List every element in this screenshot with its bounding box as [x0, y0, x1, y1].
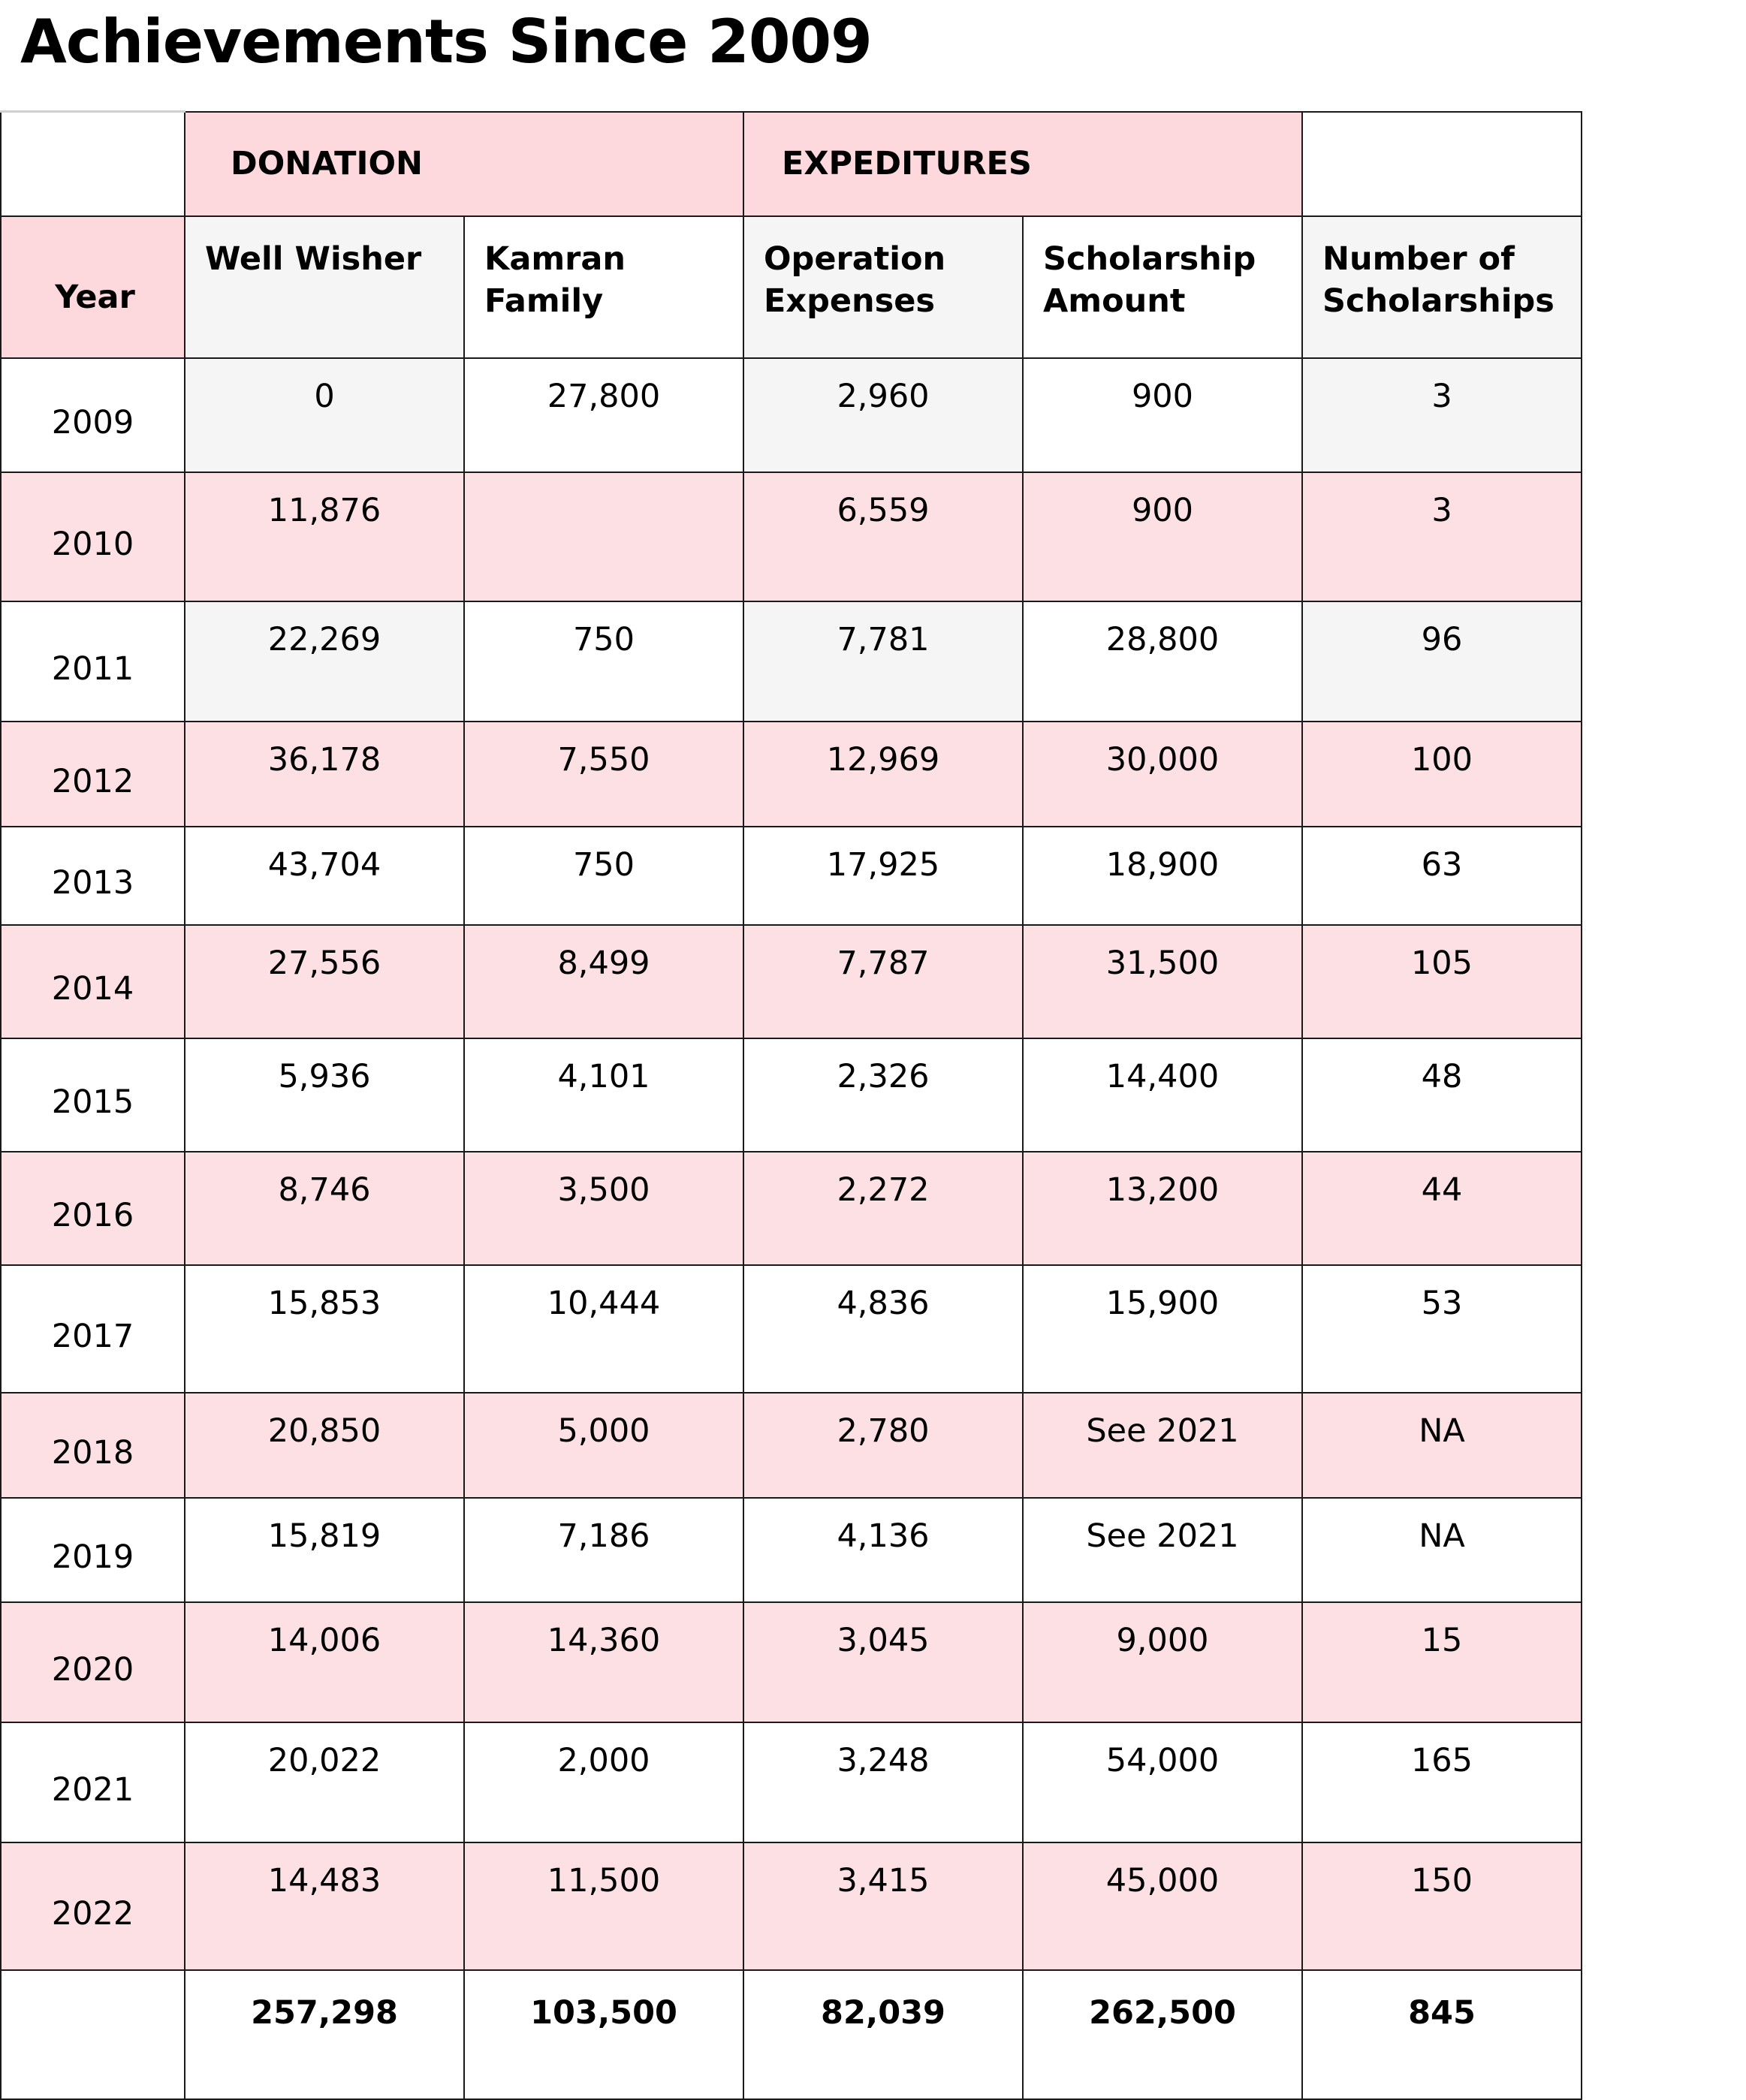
- operation-expenses-cell: 2,326: [743, 1038, 1023, 1152]
- year-cell: 2014: [1, 925, 185, 1038]
- scholarship-amount-cell: See 2021: [1023, 1393, 1302, 1498]
- kamran-family-cell: 11,500: [464, 1842, 743, 1970]
- column-header-row: [1, 216, 1582, 358]
- operation-expenses-cell: 2,960: [743, 358, 1023, 472]
- scholarship-amount-cell: 13,200: [1023, 1152, 1302, 1265]
- operation-expenses-cell: 7,787: [743, 925, 1023, 1038]
- operation-expenses-cell: 6,559: [743, 472, 1023, 601]
- kamran-family-cell: 27,800: [464, 358, 743, 472]
- well-wisher-cell: 43,704: [185, 827, 464, 925]
- well-wisher-cell: 8,746: [185, 1152, 464, 1265]
- total-kamran-family-cell: 103,500: [464, 1970, 743, 2099]
- kamran-family-cell: 2,000: [464, 1722, 743, 1842]
- table-row: [1, 1038, 1582, 1152]
- scholarship-amount-cell: 31,500: [1023, 925, 1302, 1038]
- kamran-family-cell: 14,360: [464, 1602, 743, 1722]
- scholarship-amount-cell: 45,000: [1023, 1842, 1302, 1970]
- year-cell: 2011: [1, 601, 185, 722]
- year-cell: 2018: [1, 1393, 185, 1498]
- operation-expenses-cell: 3,045: [743, 1602, 1023, 1722]
- kamran-family-cell: 750: [464, 827, 743, 925]
- number-of-scholarships-cell: NA: [1302, 1393, 1582, 1498]
- group-header-row: [1, 112, 1582, 216]
- well-wisher-cell: 0: [185, 358, 464, 472]
- well-wisher-cell: 15,819: [185, 1498, 464, 1602]
- operation-expenses-cell: 7,781: [743, 601, 1023, 722]
- number-of-scholarships-cell: 63: [1302, 827, 1582, 925]
- year-cell: 2017: [1, 1265, 185, 1393]
- total-operation-expenses-cell: 82,039: [743, 1970, 1023, 2099]
- number-of-scholarships-cell: 3: [1302, 472, 1582, 601]
- number-of-scholarships-cell: 150: [1302, 1842, 1582, 1970]
- number-of-scholarships-cell: 100: [1302, 722, 1582, 827]
- year-column-header: Year: [1, 216, 185, 358]
- year-cell: 2013: [1, 827, 185, 925]
- scholarship-amount-cell: 9,000: [1023, 1602, 1302, 1722]
- kamran-family-cell: 8,499: [464, 925, 743, 1038]
- kamran-family-cell: 3,500: [464, 1152, 743, 1265]
- number-of-scholarships-cell: 15: [1302, 1602, 1582, 1722]
- table-row: [1, 1265, 1582, 1393]
- kamran-family-cell: 750: [464, 601, 743, 722]
- year-cell: 2022: [1, 1842, 185, 1970]
- number-of-scholarships-cell: 105: [1302, 925, 1582, 1038]
- year-cell: 2012: [1, 722, 185, 827]
- table-row: [1, 1152, 1582, 1265]
- table-row: [1, 472, 1582, 601]
- corner-cell: [1, 112, 185, 216]
- total-well-wisher-cell: 257,298: [185, 1970, 464, 2099]
- number-of-scholarships-cell: 96: [1302, 601, 1582, 722]
- total-number-of-scholarships-cell: 845: [1302, 1970, 1582, 2099]
- well-wisher-cell: 20,850: [185, 1393, 464, 1498]
- operation-expenses-cell: 4,136: [743, 1498, 1023, 1602]
- table-row: [1, 601, 1582, 722]
- year-cell: 2010: [1, 472, 185, 601]
- year-cell: 2009: [1, 358, 185, 472]
- operation-expenses-cell: 3,415: [743, 1842, 1023, 1970]
- table-row: [1, 1393, 1582, 1498]
- operation-expenses-cell: 17,925: [743, 827, 1023, 925]
- scholarship-amount-cell: 54,000: [1023, 1722, 1302, 1842]
- operation-expenses-cell: 2,780: [743, 1393, 1023, 1498]
- well-wisher-cell: 14,483: [185, 1842, 464, 1970]
- kamran-family-cell: 7,550: [464, 722, 743, 827]
- total-year-cell: [1, 1970, 185, 2099]
- scholarship-amount-cell: 30,000: [1023, 722, 1302, 827]
- well-wisher-cell: 27,556: [185, 925, 464, 1038]
- well-wisher-cell: 11,876: [185, 472, 464, 601]
- number-of-scholarships-cell: 44: [1302, 1152, 1582, 1265]
- scholarship-amount-cell: 28,800: [1023, 601, 1302, 722]
- table-row: [1, 925, 1582, 1038]
- scholarship-amount-cell: 900: [1023, 358, 1302, 472]
- achievements-table: [0, 110, 1582, 2100]
- number-of-scholarships-cell: NA: [1302, 1498, 1582, 1602]
- empty-group-cell: [1302, 112, 1582, 216]
- total-scholarship-amount-cell: 262,500: [1023, 1970, 1302, 2099]
- number-of-scholarships-cell: 165: [1302, 1722, 1582, 1842]
- kamran-family-column-header: Kamran Family: [464, 216, 743, 358]
- scholarship-amount-cell: 900: [1023, 472, 1302, 601]
- table-row: [1, 358, 1582, 472]
- scholarship-amount-column-header: Scholarship Amount: [1023, 216, 1302, 358]
- table-row: [1, 1722, 1582, 1842]
- scholarship-amount-cell: 14,400: [1023, 1038, 1302, 1152]
- operation-expenses-column-header: Operation Expenses: [743, 216, 1023, 358]
- kamran-family-cell: 4,101: [464, 1038, 743, 1152]
- well-wisher-cell: 15,853: [185, 1265, 464, 1393]
- well-wisher-cell: 22,269: [185, 601, 464, 722]
- year-cell: 2021: [1, 1722, 185, 1842]
- operation-expenses-cell: 3,248: [743, 1722, 1023, 1842]
- well-wisher-cell: 20,022: [185, 1722, 464, 1842]
- operation-expenses-cell: 4,836: [743, 1265, 1023, 1393]
- totals-row: [1, 1970, 1582, 2099]
- table-row: [1, 722, 1582, 827]
- scholarship-amount-cell: 15,900: [1023, 1265, 1302, 1393]
- well-wisher-cell: 36,178: [185, 722, 464, 827]
- table-row: [1, 1842, 1582, 1970]
- kamran-family-cell: 10,444: [464, 1265, 743, 1393]
- well-wisher-cell: 5,936: [185, 1038, 464, 1152]
- number-of-scholarships-cell: 53: [1302, 1265, 1582, 1393]
- table-row: [1, 1498, 1582, 1602]
- kamran-family-cell: [464, 472, 743, 601]
- scholarship-amount-cell: See 2021: [1023, 1498, 1302, 1602]
- kamran-family-cell: 7,186: [464, 1498, 743, 1602]
- table-row: [1, 1602, 1582, 1722]
- well-wisher-cell: 14,006: [185, 1602, 464, 1722]
- well-wisher-column-header: Well Wisher: [185, 216, 464, 358]
- year-cell: 2020: [1, 1602, 185, 1722]
- number-of-scholarships-cell: 3: [1302, 358, 1582, 472]
- scholarship-amount-cell: 18,900: [1023, 827, 1302, 925]
- kamran-family-cell: 5,000: [464, 1393, 743, 1498]
- number-of-scholarships-cell: 48: [1302, 1038, 1582, 1152]
- year-cell: 2015: [1, 1038, 185, 1152]
- number-of-scholarships-column-header: Number of Scholarships: [1302, 216, 1582, 358]
- donation-group-header: DONATION: [185, 112, 743, 216]
- page-title: Achievements Since 2009: [20, 7, 872, 77]
- expenditures-group-header: EXPEDITURES: [743, 112, 1302, 216]
- table-row: [1, 827, 1582, 925]
- year-cell: 2019: [1, 1498, 185, 1602]
- operation-expenses-cell: 12,969: [743, 722, 1023, 827]
- operation-expenses-cell: 2,272: [743, 1152, 1023, 1265]
- year-cell: 2016: [1, 1152, 185, 1265]
